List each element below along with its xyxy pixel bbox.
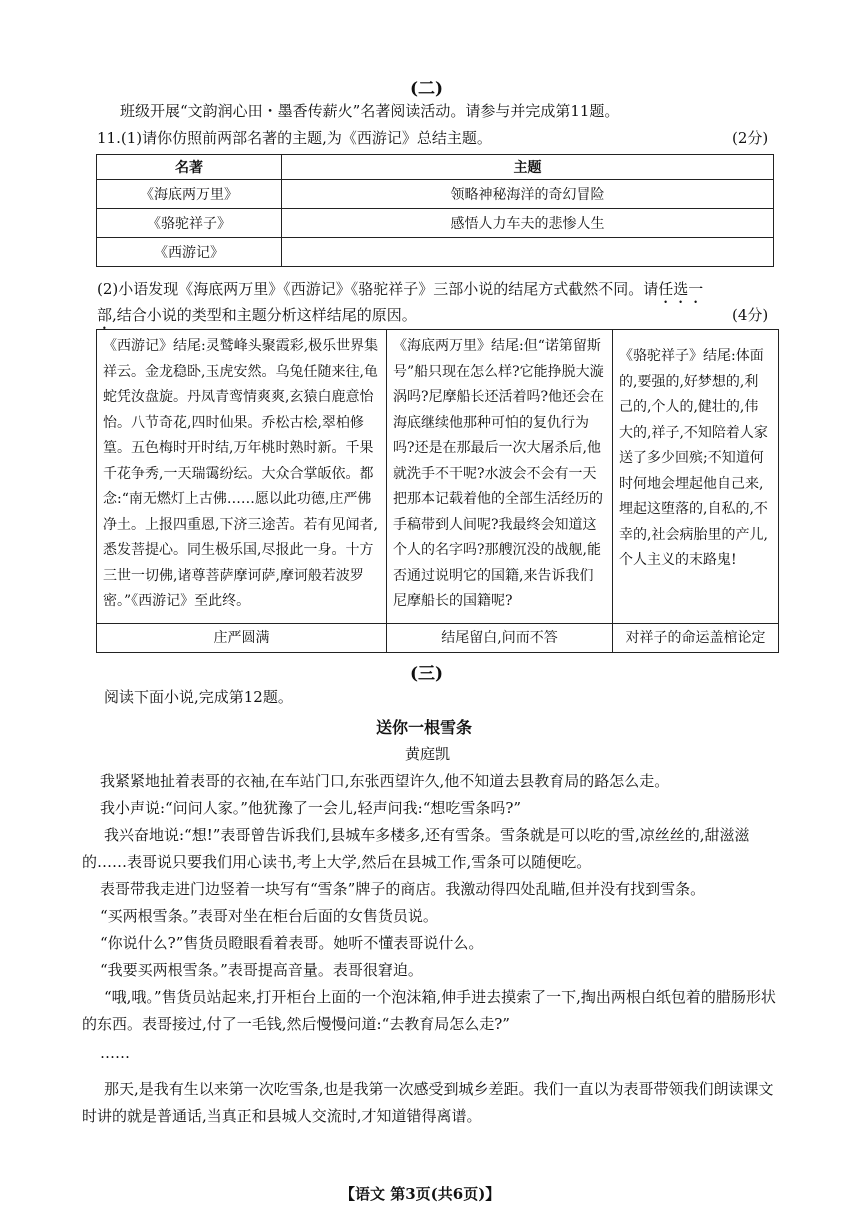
- section-3-intro: 阅读下面小说,完成第12题。: [104, 688, 293, 706]
- story-paragraph: 那天,是我有生以来第一次吃雪条,也是我第一次感受到城乡差距。我们一直以为表哥带领我们朗读课文时讲的就是普通话,当真正和县城人交流时,才知道错得离谱。: [82, 1080, 774, 1125]
- page-footer: 【语文 第3页(共6页)】: [340, 1185, 501, 1203]
- question-11-1: 11.(1)请你仿照前两部名著的主题,为《西游记》总结主题。: [97, 129, 492, 147]
- story-paragraph: “你说什么?”售货员瞪眼看着表哥。她听不懂表哥说什么。: [100, 934, 484, 952]
- book-theme: 领略神秘海洋的奇幻冒险: [282, 180, 774, 209]
- book-name: 《西游记》: [97, 238, 282, 267]
- table-row: [97, 180, 774, 209]
- ending-type-label: 庄严圆满: [97, 624, 387, 653]
- luotuo-ending-text: 《骆驼祥子》结尾:体面的,要强的,好梦想的,利己的,个人的,健壮的,伟大的,祥子,不知陪着人家送了多少回殡;不知道何时何地会埋起他自己来,埋起这堕落的,自私的,不幸的,社会病胎里的产儿,个人主义的末路鬼!: [613, 330, 779, 624]
- section-heading-3: (三): [410, 664, 444, 684]
- story-paragraph: “哦,哦。”售货员站起来,打开柜台上面的一个泡沫箱,伸手进去摸索了一下,掏出两根白纸包着的腊肠形状的东西。表哥接过,付了一毛钱,然后慢慢问道:“去教育局怎么走?”: [82, 988, 776, 1033]
- xiyouji-ending-text: 《西游记》结尾:灵鹫峰头聚霞彩,极乐世界集祥云。金龙稳卧,玉虎安然。乌兔任随来往,龟蛇凭汝盘旋。丹凤青鸾情爽爽,玄猿白鹿意怡怡。八节奇花,四时仙果。乔松古桧,翠柏修篁。五色梅时开时结,万年桃时熟时新。千果千花争秀,一天瑞霭纷纭。大众合掌皈依。都念:“南无燃灯上古佛……愿以此功德,庄严佛净土。上报四重恩,下济三途苦。若有见闻者,悉发菩提心。同生极乐国,尽报此一身。十方三世一切佛,诸尊菩萨摩诃萨,摩诃般若波罗密。”《西游记》至此终。: [97, 330, 387, 624]
- question-11-2-text: ,结合小说的类型和主题分析这样结尾的原因。: [112, 306, 417, 324]
- emphasized-text: 任选一: [658, 280, 704, 298]
- story-paragraph: 我小声说:“问问人家。”他犹豫了一会儿,轻声问我:“想吃雪条吗?”: [100, 799, 522, 817]
- story-paragraph: 我兴奋地说:“想!”表哥曾告诉我们,县城车多楼多,还有雪条。雪条就是可以吃的雪,凉丝丝的,甜滋滋的……表哥说只要我们用心读书,考上大学,然后在县城工作,雪条可以随便吃。: [82, 826, 750, 871]
- theme-table-header-theme: 主题: [282, 155, 774, 180]
- emphasized-text: 部: [97, 306, 113, 324]
- story-paragraph: “买两根雪条。”表哥对坐在柜台后面的女售货员说。: [100, 907, 438, 925]
- story-paragraph: 我紧紧地扯着表哥的衣袖,在车站门口,东张西望许久,他不知道去县教育局的路怎么走。: [100, 772, 670, 790]
- theme-table-header-book: 名著: [97, 155, 282, 180]
- story-paragraph: “我要买两根雪条。”表哥提高音量。表哥很窘迫。: [100, 961, 423, 979]
- ending-type-label: 结尾留白,问而不答: [387, 624, 613, 653]
- book-name: 《骆驼祥子》: [97, 209, 282, 238]
- book-name: 《海底两万里》: [97, 180, 282, 209]
- table-row: [97, 209, 774, 238]
- theme-table: [96, 154, 774, 267]
- question-11-2-line1: [97, 278, 703, 307]
- answer-blank-theme[interactable]: [282, 238, 774, 267]
- story-author: 黄庭凯: [405, 745, 451, 763]
- story-paragraph: 表哥带我走进门边竖着一块写有“雪条”牌子的商店。我激动得四处乱瞄,但并没有找到雪条。: [100, 880, 706, 898]
- question-11-2-score: (4分): [732, 306, 769, 324]
- section-heading-2: (二): [410, 79, 444, 99]
- ending-table: [96, 329, 779, 653]
- haidi-ending-text: 《海底两万里》结尾:但“诺第留斯号”船只现在怎么样?它能挣脱大漩涡吗?尼摩船长还活着吗?他还会在海底继续他那种可怕的复仇行为吗?还是在那最后一次大屠杀后,他就洗手不干呢?水波会不会有一天把那本记载着他的全部生活经历的手稿带到人间呢?我最终会知道这个人的名字吗?那艘沉没的战舰,能否通过说明它的国籍,来告诉我们尼摩船长的国籍呢?: [387, 330, 613, 624]
- ending-type-label: 对祥子的命运盖棺论定: [613, 624, 779, 653]
- question-11-1-score: (2分): [732, 129, 769, 147]
- question-11-2-text: (2)小语发现《海底两万里》《西游记》《骆驼祥子》三部小说的结尾方式截然不同。请: [97, 280, 659, 298]
- table-row: [97, 238, 774, 267]
- ellipsis: ……: [100, 1044, 130, 1062]
- book-theme: 感悟人力车夫的悲惨人生: [282, 209, 774, 238]
- story-title: 送你一根雪条: [376, 718, 473, 737]
- section-2-intro: 班级开展“文韵润心田・墨香传薪火”名著阅读活动。请参与并完成第11题。: [120, 102, 620, 120]
